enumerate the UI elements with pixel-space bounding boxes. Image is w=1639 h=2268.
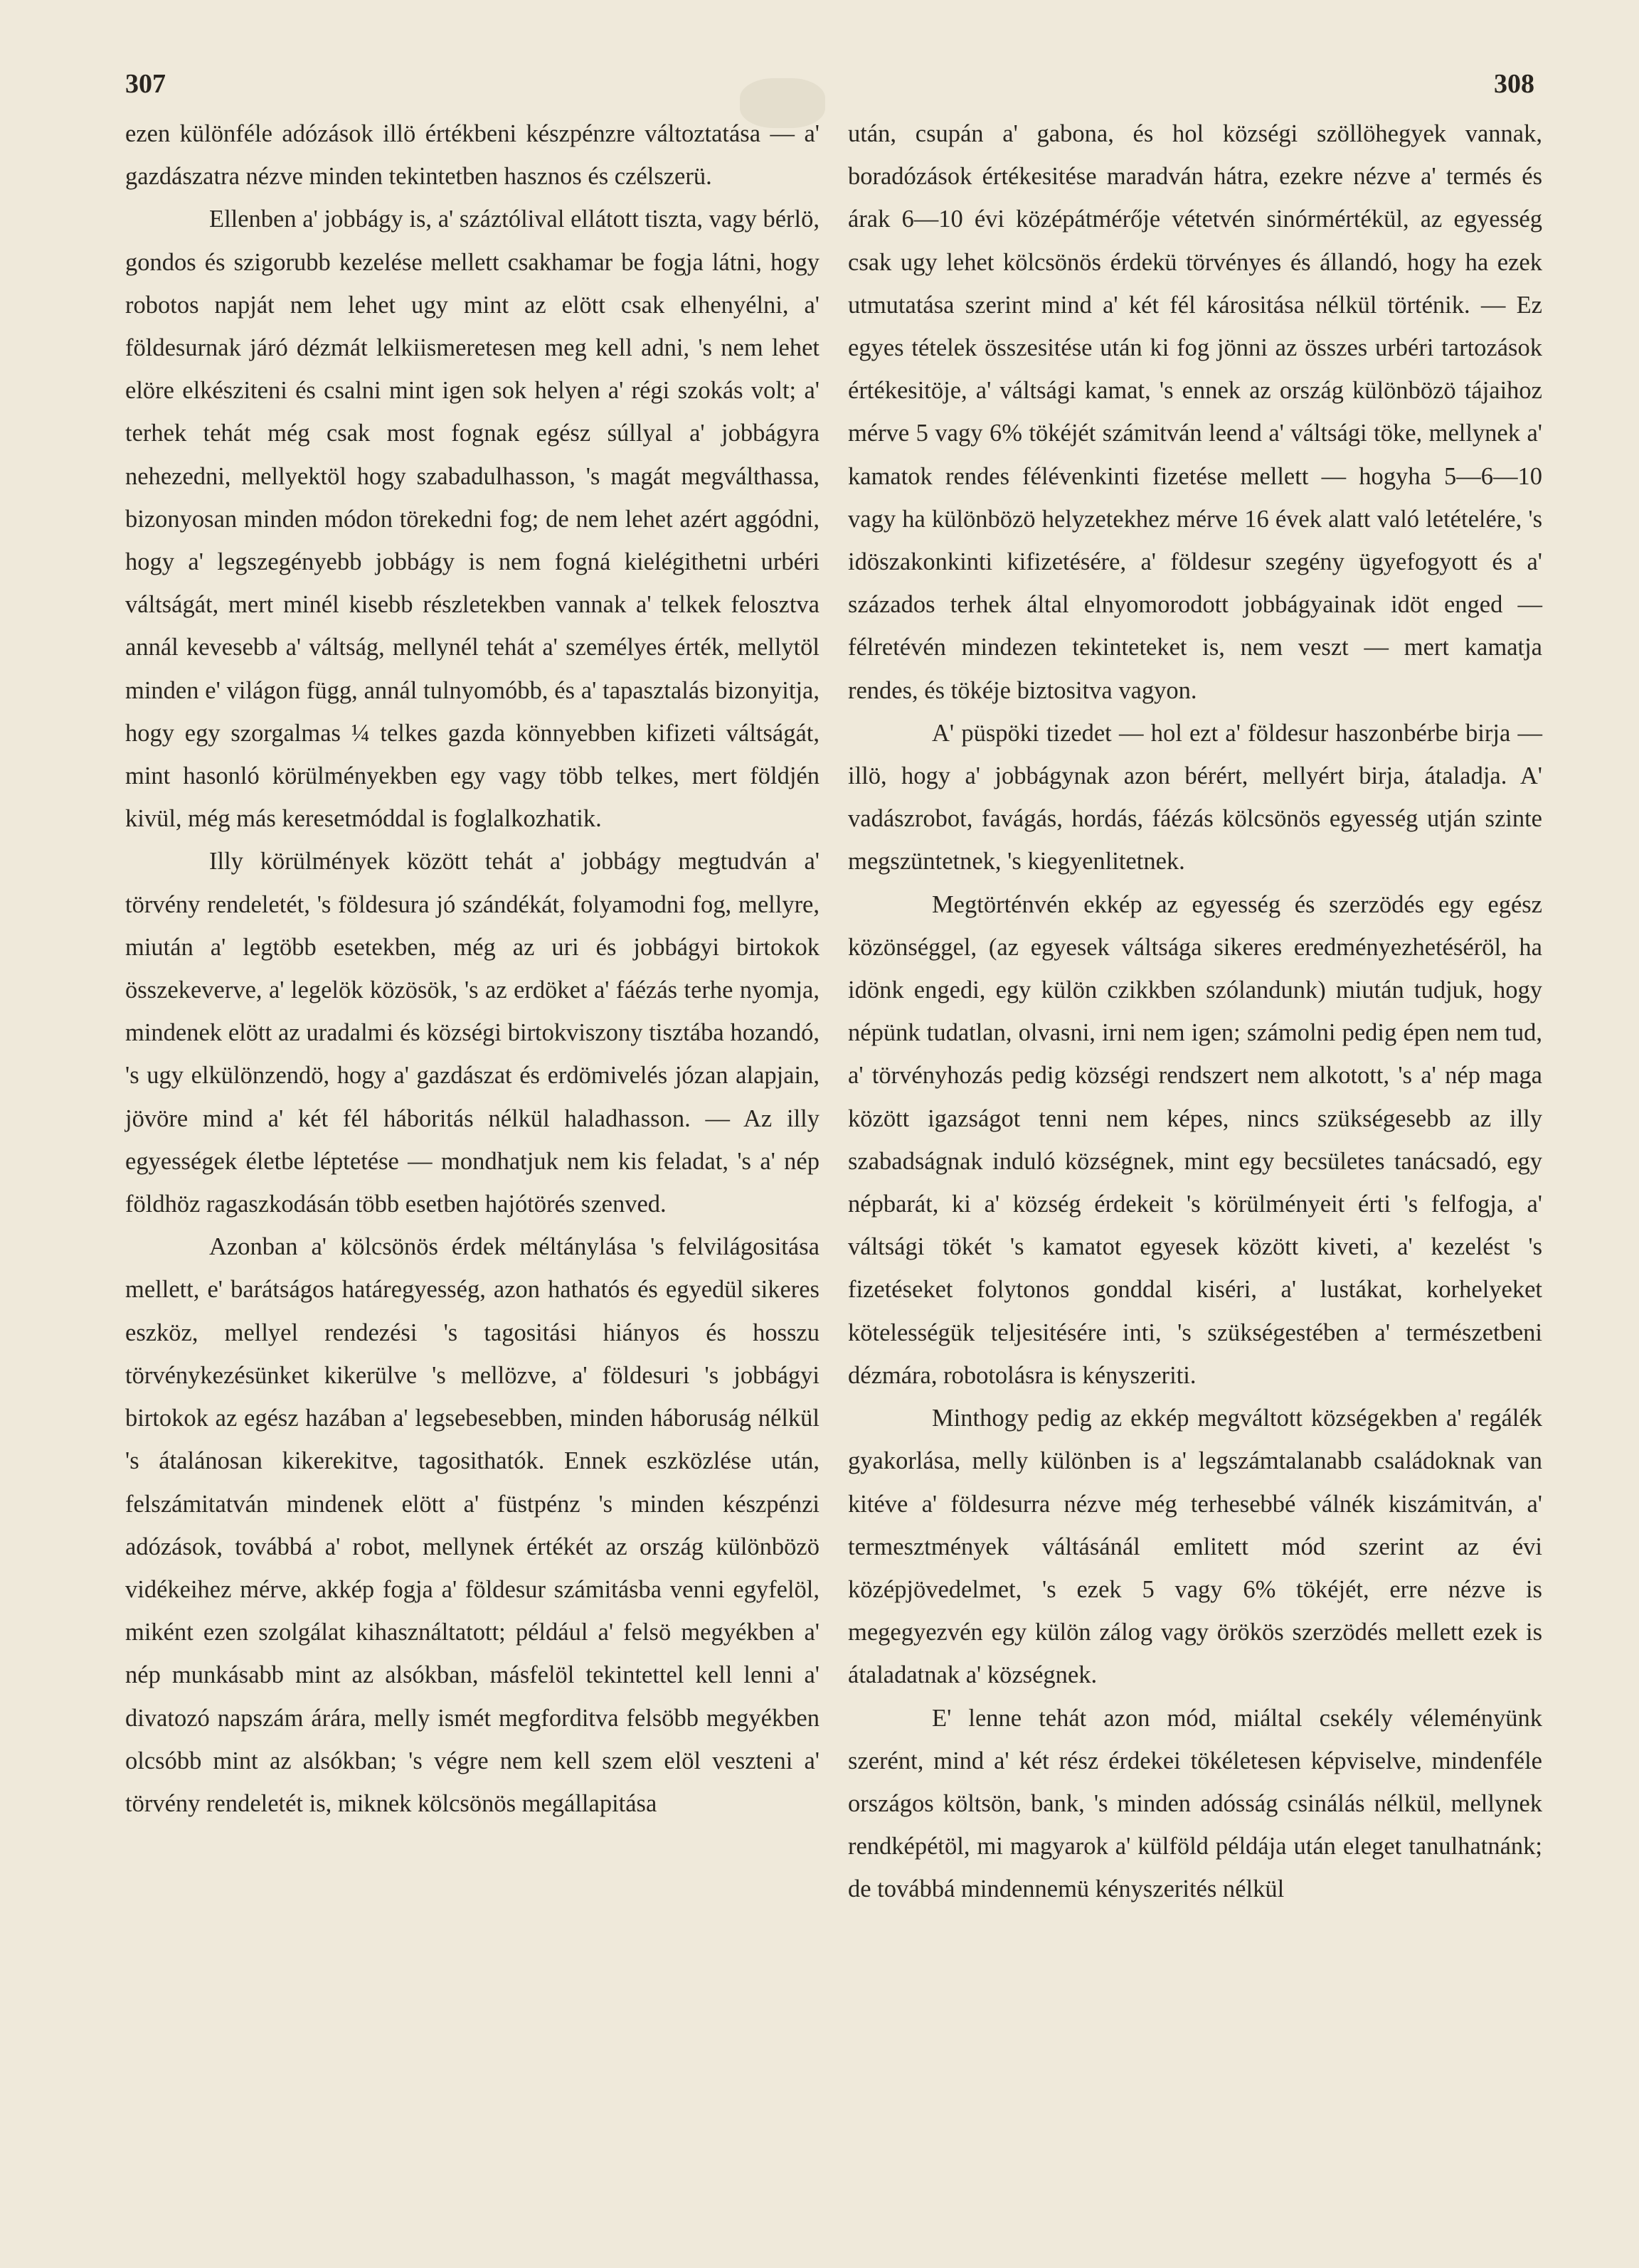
left-text-column	[125, 112, 820, 1825]
paragraph: Minthogy pedig az ekkép megváltott községekben a' regálék gyakorlása, melly különben is a' legszámtalanabb családoknak van kitéve a' földesurra nézve még terhesebbé válnék kiszámitván, a' termesztmények váltásánál emlitett mód szerint az évi középjövedelmet, 's ezek 5 vagy 6% tökéjét, erre nézve is megegyezvén egy külön zálog vagy örökös szerzödés mellett ezek is átaladatnak a' községnek.	[848, 1405, 1542, 1689]
paragraph: Ellenben a' jobbágy is, a' száztólival ellátott tiszta, vagy bérlö, gondos és szigorubb kezelése mellett csakhamar be fogja látni, hogy robotos napját nem lehet ugy mint az elött csak elhenyélni, a' földesurnak járó dézmát lelkiismeretesen meg kell adni, 's nem lehet elöre elkésziteni és csalni mint igen sok helyen a' régi szokás volt; a' terhek tehát még csak most fognak egész súllyal a' jobbágyra nehezedni, mellyektöl hogy szabadulhasson, 's magát megválthassa, bizonyosan minden módon törekedni fog; de nem lehet azért aggódni, hogy a' legszegényebb jobbágy is nem fogná kielégithetni urbéri váltságát, mert minél kisebb részletekben vannak a' telkek felosztva annál kevesebb a' váltság, mellynél tehát a' személyes érték, mellytöl minden e' világon függ, annál tulnyomóbb, és a' tapasztalás bizonyitja, hogy egy szorgalmas ¼ telkes gazda könnyebben kifizeti váltságát, mint hasonló körülményekben egy vagy több telkes, mert földjén kivül, még más keresetmóddal is foglalkozhatik.	[125, 206, 820, 833]
right-text-column	[848, 112, 1542, 1911]
paragraph: Azonban a' kölcsönös érdek méltánylása 's felvilágositása mellett, e' barátságos határegyesség, azon hathatós és egyedül sikeres eszköz, mellyel rendezési 's tagositási hiányos és hosszu törvénykezésünket kikerülve 's mellözve, a' földesuri 's jobbágyi birtokok az egész hazában a' legsebesebben, minden háboruság nélkül 's átalánosan kikerekitve, tagosithatók. Ennek eszközlése után, felszámitatván mindenek elött a' füstpénz 's minden készpénzi adózások, továbbá a' robot, mellynek értékét az ország különbözö vidékeihez mérve, akkép fogja a' földesur számitásba venni egyfelöl, miként ezen szolgálat kihasználtatott; például a' felsö megyékben a' nép munkásabb mint az alsókban, másfelöl tekintettel kell lenni a' divatozó napszám árára, melly ismét megforditva felsöbb megyékben olcsóbb mint az alsókban; 's végre nem kell szem elöl veszteni a' törvény rendeletét is, miknek kölcsönös megállapitása	[125, 1233, 820, 1817]
page-number-left: 307	[125, 69, 166, 99]
paragraph: E' lenne tehát azon mód, miáltal csekély véleményünk szerént, mind a' két rész érdekei tökéletesen képviselve, mindenféle országos költsön, bank, 's minden adósság csinálás nélkül, mellynek rendképétöl, mi magyarok a' külföld példája után eleget tanulhatnánk; de továbbá mindennemü kényszerités nélkül	[848, 1704, 1542, 1903]
paragraph: Illy körülmények között tehát a' jobbágy megtudván a' törvény rendeletét, 's földesura jó szándékát, folyamodni fog, mellyre, miután a' legtöbb esetekben, még az uri és jobbágyi birtokok összekeverve, a' legelök közösök, 's az erdöket a' fáézás terhe nyomja, mindenek elött az uradalmi és községi birtokviszony tisztába hozandó, 's ugy elkülönzendö, hogy a' gazdászat és erdömivelés józan alapjain, jövöre mind a' két fél háboritás nélkül haladhasson. — Az illy egyességek életbe léptetése — mondhatjuk nem kis feladat, 's a' nép földhöz ragaszkodásán több esetben hajótörés szenved.	[125, 848, 820, 1218]
page-number-right: 308	[1494, 69, 1534, 99]
paragraph: Megtörténvén ekkép az egyesség és szerzödés egy egész közönséggel, (az egyesek váltsága sikeres eredményezhetéséröl, ha idönk engedi, egy külön czikkben szólandunk) miután tudjuk, hogy népünk tudatlan, olvasni, irni nem igen; számolni pedig épen nem tud, a' törvényhozás pedig községi rendszert nem alkotott, 's a' nép maga között igazságot tenni nem képes, nincs szükségesebb az illy szabadságnak induló községnek, mint egy becsületes tanácsadó, egy népbarát, ki a' község érdekeit 's körülményeit érti 's felfogja, a' váltsági tökét 's kamatot egyesek között kiveti, a' kezelést 's fizetéseket folytonos gonddal kiséri, a' lustákat, korhelyeket kötelességük teljesitésére inti, 's szükségestében a' természetbeni dézmára, robotolásra is kényszeriti.	[848, 890, 1542, 1389]
paragraph: után, csupán a' gabona, és hol községi szöllöhegyek vannak, boradózások értékesitése maradván hátra, ezekre nézve a' termés és árak 6—10 évi középátmérője vétetvén sinórmértékül, az egyesség csak ugy lehet kölcsönös érdekü törvényes és állandó, hogy ha ezek utmutatása szerint mind a' két fél kárositása nélkül történik. — Ez egyes tételek összesitése után ki fog jönni az összes urbéri tartozások értékesitöje, a' váltsági kamat, 's ennek az ország különbözö tájaihoz mérve 5 vagy 6% tökéjét számitván leend a' váltsági töke, mellynek a' kamatok rendes félévenkinti fizetése mellett — hogyha 5—6—10 vagy ha különbözö helyzetekhez mérve 16 évek alatt való letételére, 's idöszakonkinti kifizetésére, a' földesur szegény ügyefogyott és a' százados terhek által elnyomorodott jobbágyainak idöt enged — félretévén mindezen tekinteteket is, nem veszt — mert kamatja rendes, és tökéje biztositva vagyon.	[848, 120, 1542, 704]
paragraph: ezen különféle adózások illö értékbeni készpénzre változtatása — a' gazdászatra nézve minden tekintetben hasznos és czélszerü.	[125, 120, 820, 191]
paragraph: A' püspöki tizedet — hol ezt a' földesur haszonbérbe birja — illö, hogy a' jobbágynak azon bérért, mellyért birja, átaladja. A' vadászrobot, favágás, hordás, fáézás kölcsönös egyesség utján szinte megszüntetnek, 's kiegyenlitetnek.	[848, 719, 1542, 875]
